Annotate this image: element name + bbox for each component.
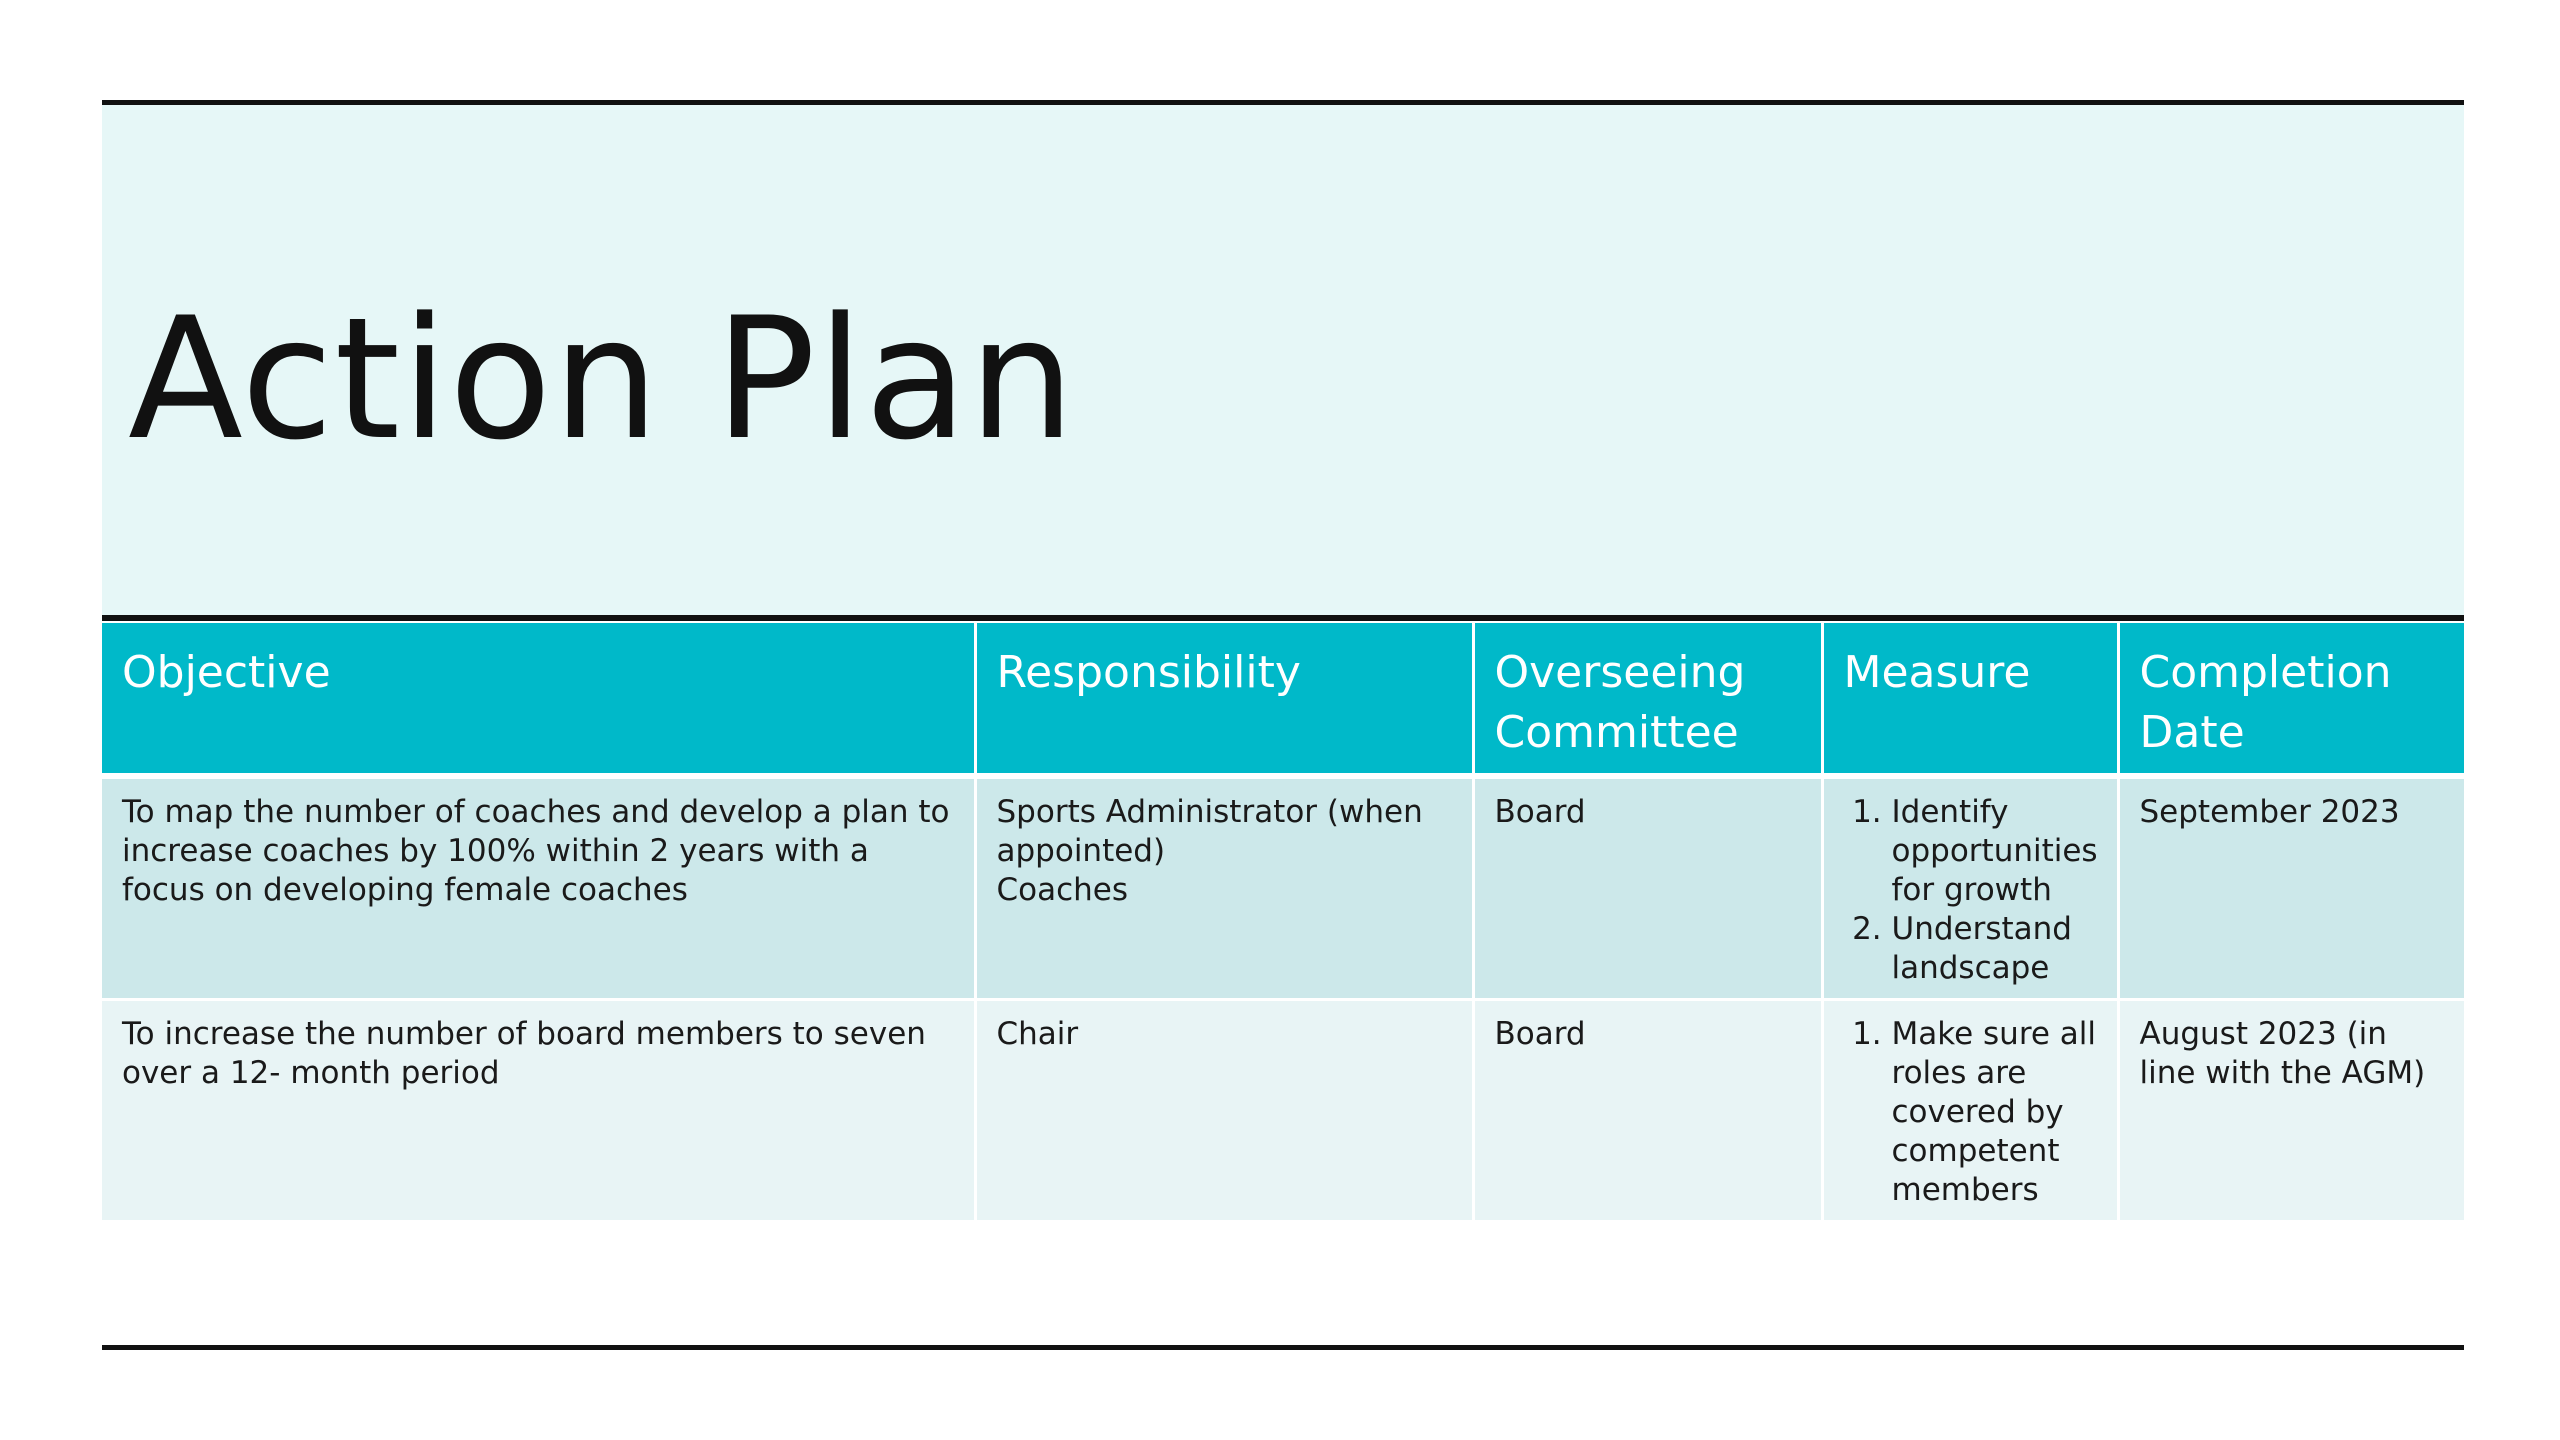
cell-completion (2118, 1000, 2464, 1221)
responsibility-text: Coaches (996, 872, 1129, 908)
cell-overseeing (1473, 776, 1822, 1000)
objective-text: To map the number of coaches and develop a plan to increase coaches by 100% within 2 years with a focus on developing female coaches (122, 794, 950, 908)
header-responsibility (975, 623, 1473, 776)
responsibility-text: Sports Administrator (when appointed) (996, 794, 1423, 869)
header-completion-date (2118, 623, 2464, 776)
overseeing-text: Board (1494, 1016, 1586, 1052)
header-overseeing-committee (1473, 623, 1822, 776)
table-row (102, 776, 2464, 1000)
bottom-divider (102, 1345, 2464, 1350)
cell-responsibility (975, 1000, 1473, 1221)
completion-text: August 2023 (in line with the AGM) (2139, 1016, 2426, 1091)
measure-list (1844, 793, 2097, 988)
cell-objective (102, 1000, 975, 1221)
title-divider (102, 615, 2464, 621)
table-header-row (102, 623, 2464, 776)
responsibility-text: Chair (996, 1016, 1079, 1052)
header-completion-label-line1: Completion (2139, 647, 2392, 698)
header-overseeing-label-line2: Committee (1494, 707, 1739, 758)
cell-measure (1822, 776, 2118, 1000)
cell-measure (1822, 1000, 2118, 1221)
cell-objective (102, 776, 975, 1000)
measure-item: 2. Understand landscape (1892, 910, 2097, 988)
action-plan-table (102, 623, 2464, 1220)
cell-completion (2118, 776, 2464, 1000)
cell-responsibility (975, 776, 1473, 1000)
header-measure-label: Measure (1843, 647, 2031, 698)
header-measure (1822, 623, 2118, 776)
header-responsibility-label: Responsibility (996, 647, 1301, 698)
overseeing-text: Board (1494, 794, 1586, 830)
header-objective (102, 623, 975, 776)
table-row (102, 1000, 2464, 1221)
measure-list (1844, 1015, 2097, 1210)
measure-item: 1. Identify opportunities for growth (1892, 793, 2097, 910)
objective-text: To increase the number of board members to seven over a 12- month period (122, 1016, 926, 1091)
page-title: Action Plan (128, 281, 1076, 477)
header-completion-label-line2: Date (2139, 707, 2245, 758)
title-band (102, 105, 2464, 615)
measure-item: 1. Make sure all roles are covered by competent members (1892, 1015, 2097, 1210)
header-overseeing-label-line1: Overseeing (1494, 647, 1746, 698)
completion-text: September 2023 (2139, 794, 2400, 830)
cell-overseeing (1473, 1000, 1822, 1221)
header-objective-label: Objective (122, 647, 331, 698)
